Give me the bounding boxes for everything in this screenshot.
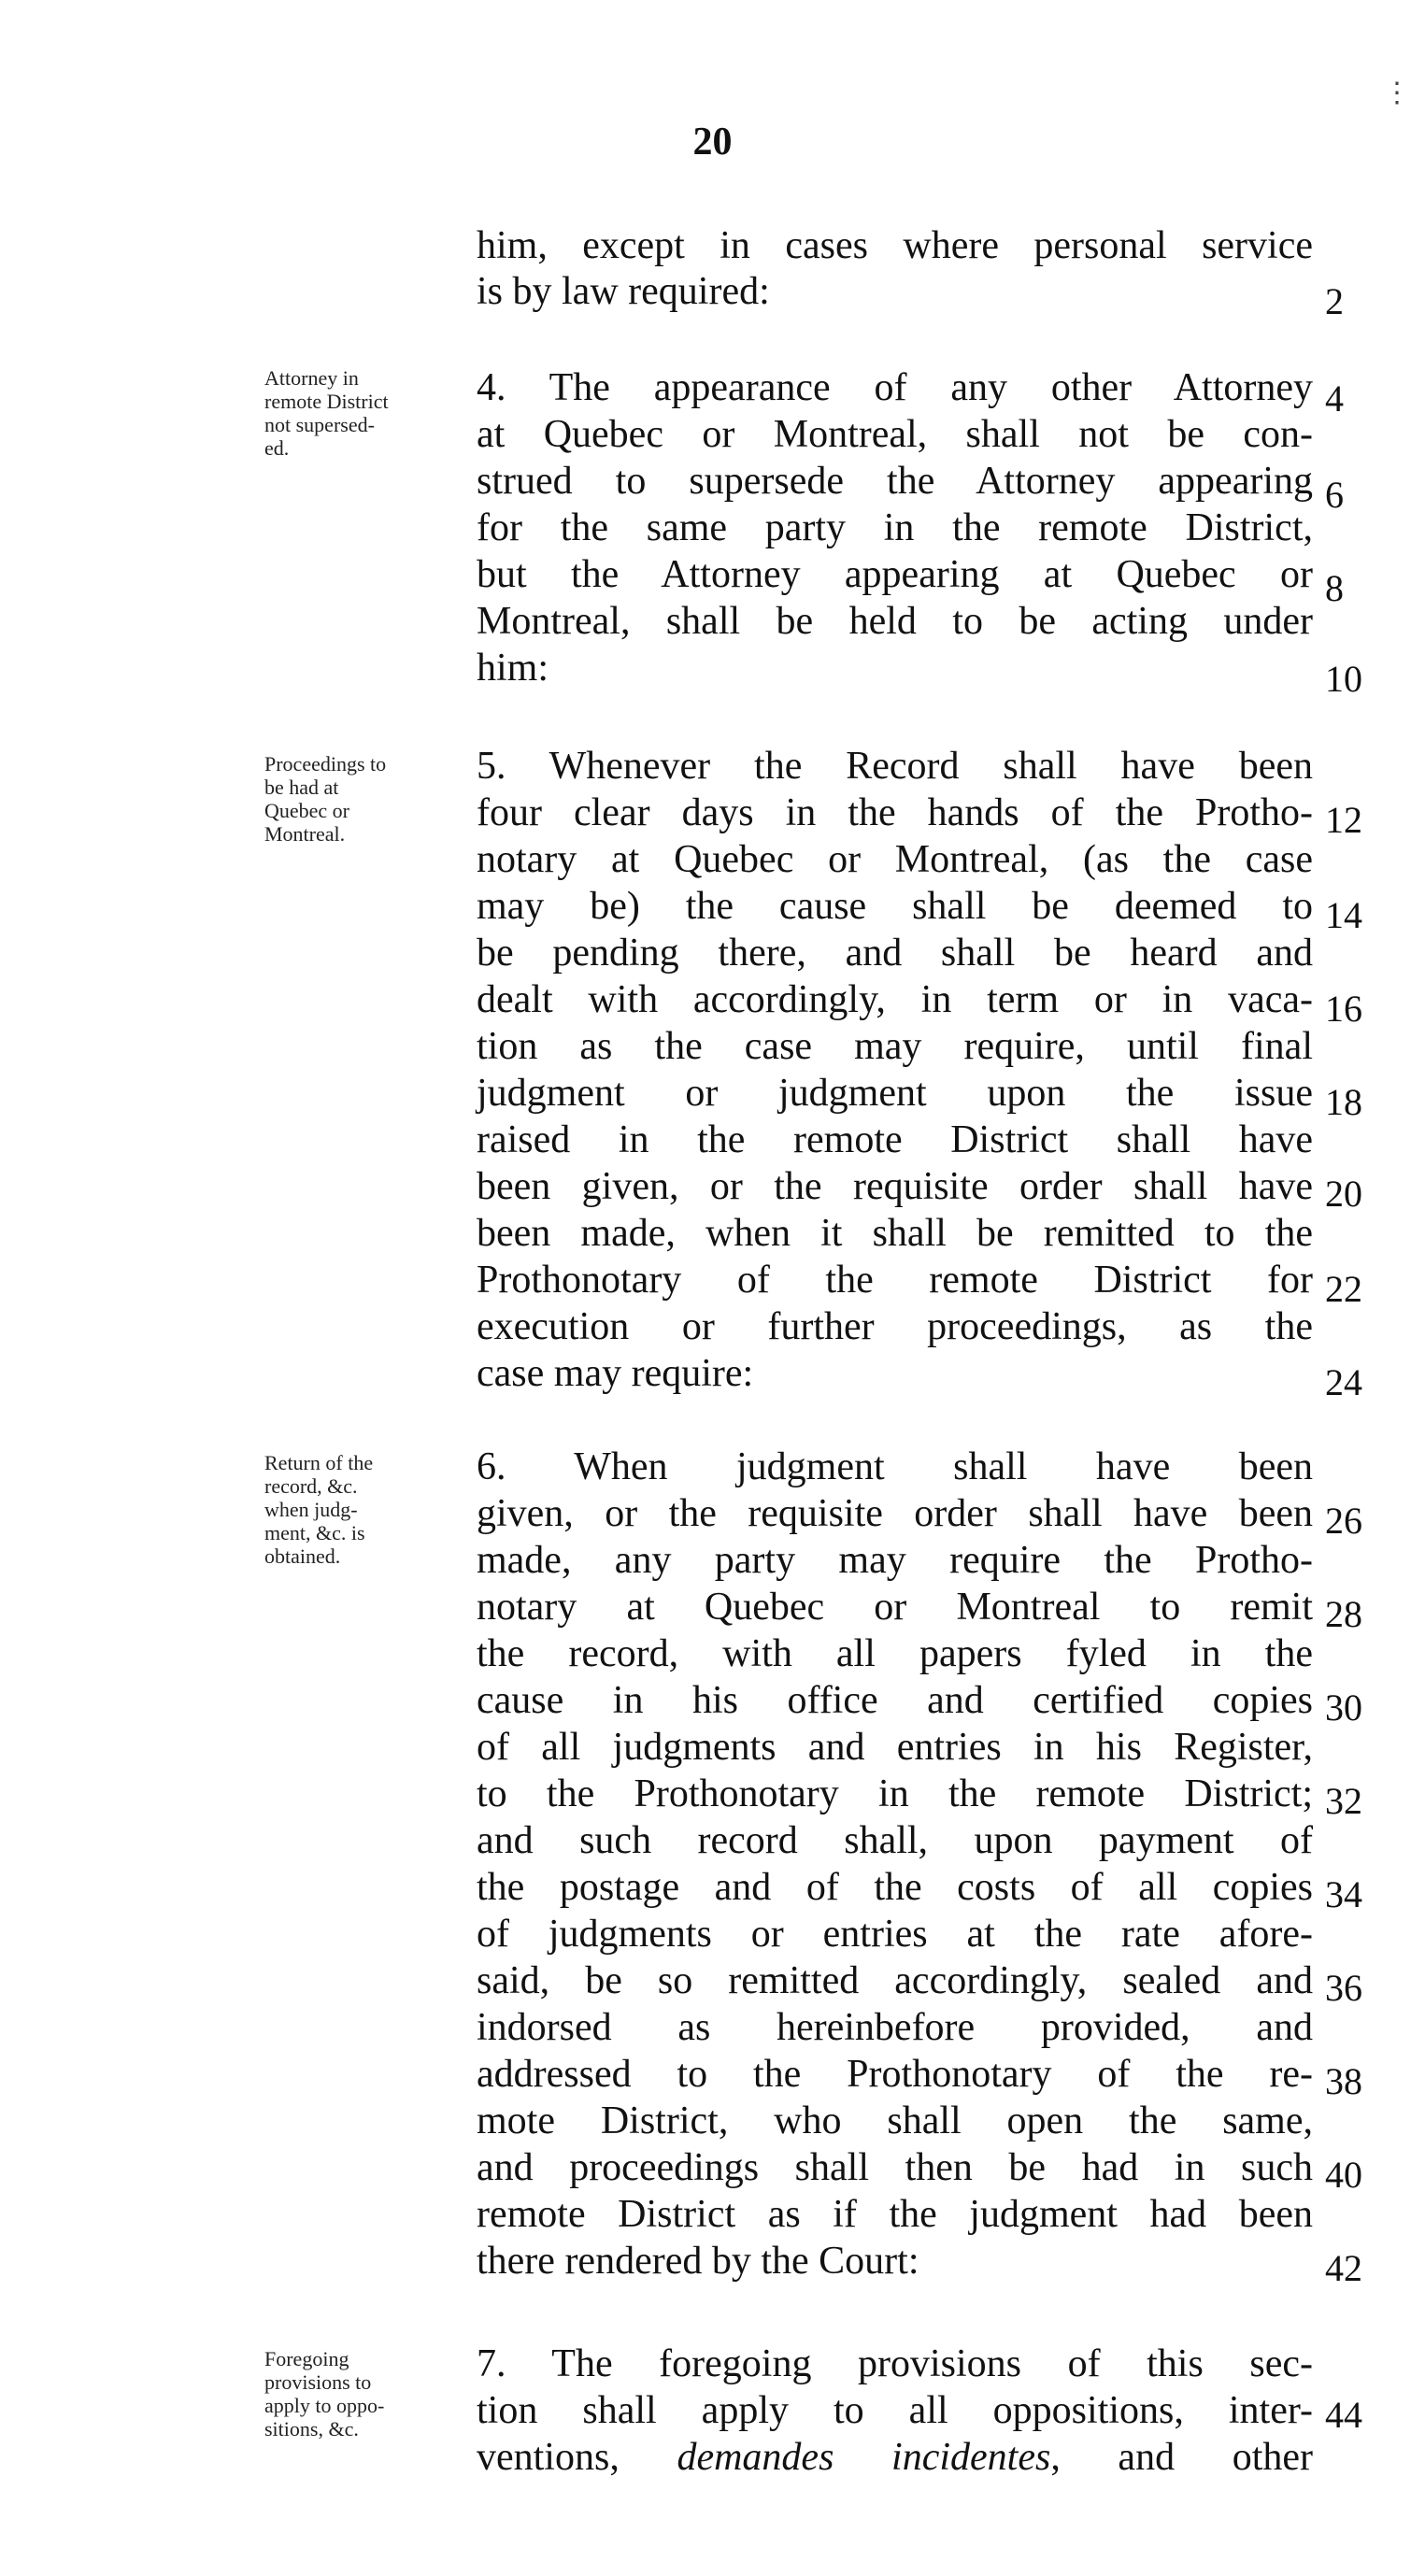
margin-note-return: [264, 1451, 451, 1568]
line-number: 44: [1325, 2394, 1362, 2436]
line-number: 36: [1325, 1967, 1362, 2009]
italic-phrase: demandes incidentes: [677, 2436, 1051, 2479]
margin-note-foregoing: [264, 2347, 451, 2441]
text-line: 7. The foregoing provisions of this sec-: [477, 2342, 1313, 2385]
margin-note-line: Return of the: [264, 1451, 374, 1474]
line-number: 18: [1325, 1081, 1362, 1123]
text-line: and proceedings shall then be had in such: [477, 2146, 1313, 2189]
line-number: 12: [1325, 799, 1362, 841]
text-line: said, be so remitted accordingly, sealed and: [477, 1959, 1313, 2002]
line-number: 34: [1325, 1873, 1362, 1915]
text-line: been made, when it shall be remitted to the: [477, 1212, 1313, 1255]
margin-note-line: record, &c.: [264, 1474, 358, 1498]
text-line: him, except in cases where personal service: [477, 224, 1313, 267]
text-line: 4. The appearance of any other Attorney: [477, 366, 1313, 409]
line-number: 26: [1325, 1500, 1362, 1542]
line-number: 6: [1325, 474, 1344, 516]
margin-note-line: Montreal.: [264, 822, 346, 846]
text-line: and such record shall, upon payment of: [477, 1819, 1313, 1862]
text-segment: ventions,: [477, 2436, 677, 2479]
margin-note-line: Attorney in: [264, 366, 359, 390]
text-line: of judgments or entries at the rate afore-: [477, 1913, 1313, 1956]
text-line: at Quebec or Montreal, shall not be con-: [477, 413, 1313, 456]
text-line: may be) the cause shall be deemed to: [477, 885, 1313, 928]
text-line: strued to supersede the Attorney appearing: [477, 460, 1313, 503]
text-line: there rendered by the Court:: [477, 2240, 919, 2283]
text-line: 5. Whenever the Record shall have been: [477, 745, 1313, 788]
text-line: of all judgments and entries in his Register,: [477, 1726, 1313, 1769]
text-line: but the Attorney appearing at Quebec or: [477, 553, 1313, 596]
line-number: 30: [1325, 1686, 1362, 1729]
text-line: notary at Quebec or Montreal, (as the case: [477, 838, 1313, 881]
page-number: 20: [692, 121, 733, 164]
margin-note-line: ment, &c. is: [264, 1521, 365, 1544]
margin-note-line: be had at: [264, 776, 339, 799]
text-line: execution or further proceedings, as the: [477, 1305, 1313, 1348]
text-line: been given, or the requisite order shall have: [477, 1165, 1313, 1208]
text-line: mote District, who shall open the same,: [477, 2099, 1313, 2142]
text-line: indorsed as hereinbefore provided, and: [477, 2006, 1313, 2049]
text-line-mixed: [477, 2434, 1313, 2481]
margin-note-line: not supersed-: [264, 413, 375, 436]
margin-note-line: remote District: [264, 390, 389, 413]
text-line: dealt with accordingly, in term or in vaca-: [477, 978, 1313, 1021]
text-line: raised in the remote District shall have: [477, 1118, 1313, 1161]
text-line: case may require:: [477, 1352, 754, 1395]
margin-note-line: obtained.: [264, 1544, 341, 1568]
line-number: 42: [1325, 2247, 1362, 2289]
text-line: cause in his office and certified copies: [477, 1679, 1313, 1722]
text-line: notary at Quebec or Montreal to remit: [477, 1586, 1313, 1629]
margin-note-line: when judg-: [264, 1498, 358, 1521]
text-line: remote District as if the judgment had been: [477, 2193, 1313, 2236]
line-number: 24: [1325, 1361, 1362, 1403]
margin-note-line: Quebec or: [264, 799, 350, 822]
text-line: judgment or judgment upon the issue: [477, 1072, 1313, 1115]
margin-note-line: sitions, &c.: [264, 2417, 359, 2441]
margin-note-line: ed.: [264, 436, 290, 460]
margin-note-line: Proceedings to: [264, 752, 387, 776]
text-line: him:: [477, 647, 549, 690]
line-number: 16: [1325, 988, 1362, 1030]
text-line: 6. When judgment shall have been: [477, 1445, 1313, 1488]
line-number: 38: [1325, 2060, 1362, 2102]
line-number: 20: [1325, 1173, 1362, 1215]
margin-note-line: Foregoing: [264, 2347, 349, 2370]
text-line: the record, with all papers fyled in the: [477, 1632, 1313, 1675]
margin-note-attorney: [264, 366, 451, 460]
line-number: 32: [1325, 1780, 1362, 1822]
text-line: made, any party may require the Protho-: [477, 1539, 1313, 1582]
text-line: four clear days in the hands of the Protho-: [477, 791, 1313, 834]
text-line: tion shall apply to all oppositions, inter-: [477, 2389, 1313, 2432]
line-number: 22: [1325, 1268, 1362, 1310]
line-number: 4: [1325, 377, 1344, 420]
text-segment: , and other: [1050, 2436, 1313, 2479]
text-line: to the Prothonotary in the remote District;: [477, 1772, 1313, 1815]
text-line: the postage and of the costs of all copies: [477, 1866, 1313, 1909]
margin-note-line: provisions to: [264, 2370, 372, 2394]
text-line: is by law required:: [477, 270, 770, 313]
text-line: for the same party in the remote District,: [477, 506, 1313, 549]
text-line: Montreal, shall be held to be acting under: [477, 600, 1313, 643]
line-number: 40: [1325, 2154, 1362, 2196]
margin-note-proceedings: [264, 752, 451, 846]
text-line: addressed to the Prothonotary of the re-: [477, 2053, 1313, 2096]
corner-mark: ⋮: [1383, 78, 1411, 108]
line-number: 2: [1325, 280, 1344, 322]
line-number: 14: [1325, 894, 1362, 936]
text-line: be pending there, and shall be heard and: [477, 932, 1313, 975]
text-line: tion as the case may require, until final: [477, 1025, 1313, 1068]
text-line: Prothonotary of the remote District for: [477, 1259, 1313, 1302]
line-number: 8: [1325, 567, 1344, 609]
margin-note-line: apply to oppo-: [264, 2394, 385, 2417]
line-number: 28: [1325, 1593, 1362, 1635]
text-line: given, or the requisite order shall have been: [477, 1492, 1313, 1535]
line-number: 10: [1325, 658, 1362, 700]
